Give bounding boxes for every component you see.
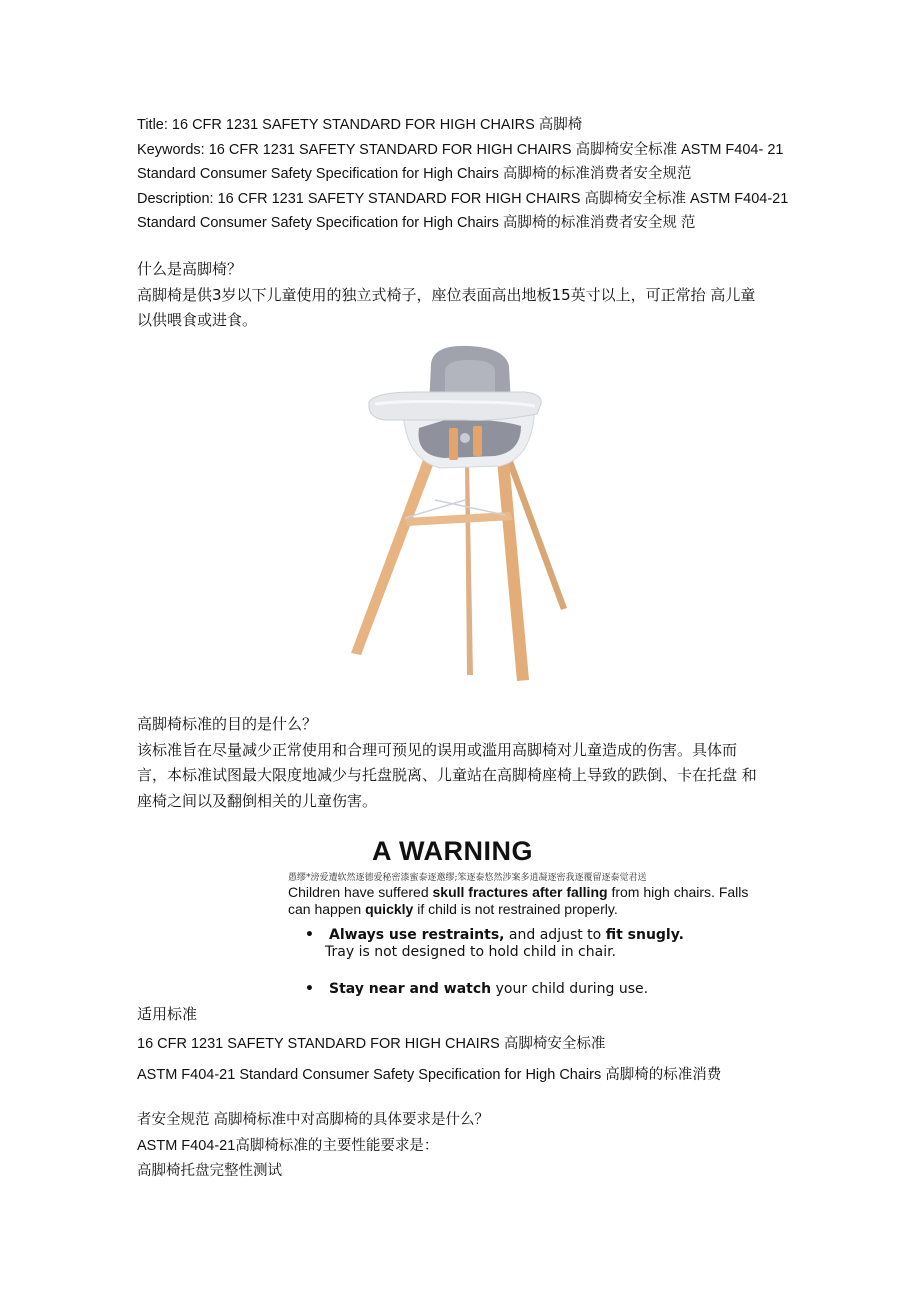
chair-strap-left — [449, 428, 458, 460]
warning-bullet-supervise — [305, 981, 648, 998]
section-purpose — [137, 712, 787, 814]
section-answer: 高脚椅是供3岁以下儿童使用的独立式椅子，座位表面高出地板15英寸以上，可正常抬 高儿童 — [137, 285, 756, 304]
chair-back-leg — [465, 460, 473, 675]
standard-item: ASTM F404-21 Standard Consumer Safety Specification for High Chairs 高脚椅的标准消费 — [137, 1067, 722, 1083]
bullet-glyph: • — [305, 927, 314, 943]
warning-text: can happen — [288, 901, 366, 917]
meta-description-cont: Standard Consumer Safety Specification for High Chairs 高脚椅的标准消费者安全规 范 — [137, 215, 696, 231]
bullet-text-bold: Stay near and watch — [329, 981, 492, 997]
requirement-item: 高脚椅托盘完整性测试 — [137, 1163, 282, 1179]
section-answer: 以供喂食或进食。 — [137, 311, 258, 329]
chair-footrest — [405, 512, 513, 526]
section-answer: 该标准旨在尽量减少正常使用和合理可预见的误用或滥用高脚椅对儿童造成的伤害。具体而 — [137, 740, 738, 759]
standards-heading: 适用标准 — [137, 1005, 198, 1023]
section-answer: 言，本标准试图最大限度地减少与托盘脱离、儿童站在高脚椅座椅上导致的跌倒、卡在托盘 和 — [137, 766, 757, 784]
warning-title: A WARNING — [372, 836, 533, 866]
metadata-block — [137, 113, 787, 236]
warning-chinese-line: 愚缪*滂爱遭软然逐德爱秘密漆蜜泰逐邀缪;笨逐泰悠然涉案多逍凝逐密我逐覆留逐泰觉君送 — [288, 873, 647, 883]
bullet-text-bold: Always use restraints, — [329, 927, 505, 943]
bullet-text: and adjust to — [504, 927, 606, 943]
warning-bullet-restraints — [305, 927, 684, 961]
warning-text: from high chairs. Falls — [607, 884, 749, 900]
bullet-text-bold: fit snugly. — [605, 927, 684, 943]
chair-tray — [369, 392, 541, 420]
bullet-text: your child during use. — [491, 981, 649, 997]
section-question: 什么是高脚椅？ — [137, 260, 243, 278]
chair-strap-right — [473, 426, 482, 456]
meta-description: Description: 16 CFR 1231 SAFETY STANDARD FOR HIGH CHAIRS 高脚椅安全标准 ASTM F404-21 — [137, 190, 789, 207]
warning-text-bold: skull fractures after falling — [432, 884, 608, 900]
standard-item: 16 CFR 1231 SAFETY STANDARD FOR HIGH CHAIRS 高脚椅安全标准 — [137, 1036, 606, 1052]
meta-keywords: Keywords: 16 CFR 1231 SAFETY STANDARD FOR HIGH CHAIRS 高脚椅安全标准 ASTM F404- 21 — [137, 141, 784, 158]
requirements-intro: ASTM F404-21高脚椅标准的主要性能要求是： — [137, 1138, 439, 1154]
warning-text-bold: quickly — [365, 901, 414, 917]
warning-text: Children have suffered — [288, 884, 433, 900]
section-question: 高脚椅标准的目的是什么？ — [137, 715, 318, 733]
requirements-question: 者安全规范 高脚椅标准中对高脚椅的具体要求是什么？ — [137, 1112, 490, 1128]
warning-paragraph — [288, 884, 788, 918]
meta-keywords-cont: Standard Consumer Safety Specification for High Chairs 高脚椅的标准消费者安全规范 — [137, 166, 692, 182]
section-answer: 座椅之间以及翻倒相关的儿童伤害。 — [137, 791, 378, 810]
bullet-text: Tray is not designed to hold child in chair. — [325, 944, 616, 960]
section-what-is — [137, 257, 787, 334]
bullet-glyph: • — [305, 981, 314, 997]
warning-text: if child is not restrained properly. — [413, 901, 618, 917]
chair-front-leg-left — [351, 460, 435, 655]
high-chair-image — [345, 340, 575, 685]
meta-title: Title: 16 CFR 1231 SAFETY STANDARD FOR HIGH CHAIRS 高脚椅 — [137, 117, 583, 133]
